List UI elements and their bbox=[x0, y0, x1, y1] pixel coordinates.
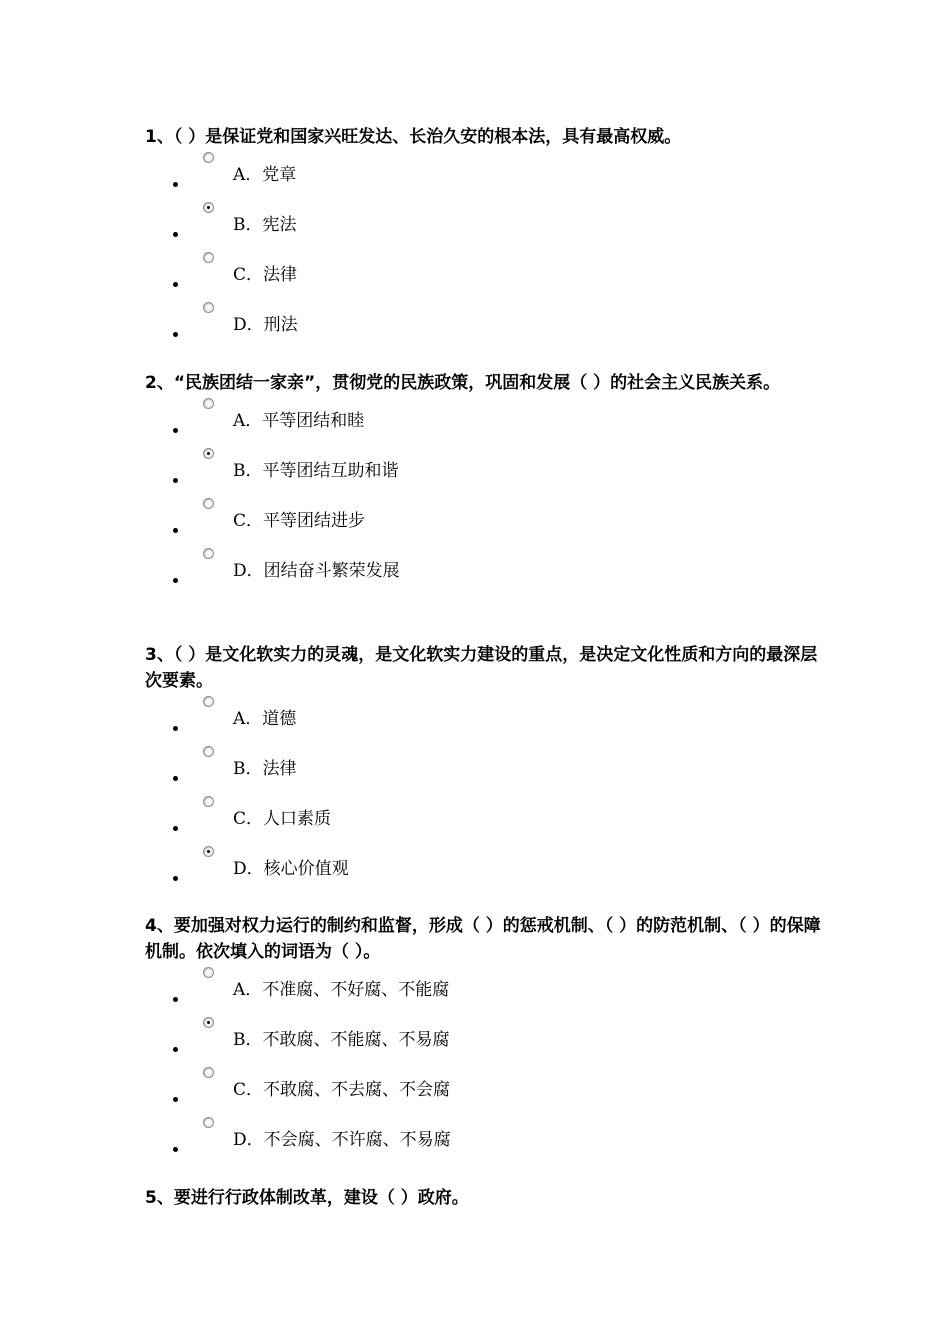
bullet-icon bbox=[173, 1097, 178, 1102]
option-list bbox=[145, 694, 825, 894]
option-2c[interactable] bbox=[145, 496, 825, 546]
bullet-icon bbox=[173, 997, 178, 1002]
question-stem: （ ）是文化软实力的灵魂，是文化软实力建设的重点，是决定文化性质和方向的最深层次要素。 bbox=[145, 645, 818, 691]
question-2 bbox=[145, 370, 825, 596]
question-number: 5、 bbox=[145, 1188, 174, 1208]
bullet-icon bbox=[173, 1147, 178, 1152]
option-4c[interactable] bbox=[145, 1065, 825, 1115]
option-label: C．法律 bbox=[233, 265, 298, 285]
question-stem: 要加强对权力运行的制约和监督，形成（ ）的惩戒机制、（ ）的防范机制、（ ）的保障机制。依次填入的词语为（ ）。 bbox=[145, 916, 821, 962]
question-4 bbox=[145, 913, 825, 1165]
option-1a[interactable] bbox=[145, 150, 825, 200]
option-label: A．不准腐、不好腐、不能腐 bbox=[233, 980, 450, 1000]
option-label: C．人口素质 bbox=[233, 809, 332, 829]
bullet-icon bbox=[173, 826, 178, 831]
option-label: B．宪法 bbox=[233, 215, 297, 235]
option-label: A．道德 bbox=[233, 709, 297, 729]
option-label: D．不会腐、不许腐、不易腐 bbox=[233, 1130, 451, 1150]
bullet-icon bbox=[173, 282, 178, 287]
question-5 bbox=[145, 1185, 825, 1211]
question-text bbox=[145, 370, 825, 396]
option-list bbox=[145, 396, 825, 596]
radio-button-selected[interactable] bbox=[203, 202, 214, 213]
radio-button[interactable] bbox=[203, 498, 214, 509]
option-4b[interactable] bbox=[145, 1015, 825, 1065]
bullet-icon bbox=[173, 478, 178, 483]
bullet-icon bbox=[173, 726, 178, 731]
question-text bbox=[145, 1185, 825, 1211]
radio-button[interactable] bbox=[203, 1067, 214, 1078]
radio-button[interactable] bbox=[203, 696, 214, 707]
bullet-icon bbox=[173, 332, 178, 337]
radio-button[interactable] bbox=[203, 746, 214, 757]
radio-button[interactable] bbox=[203, 1117, 214, 1128]
radio-button[interactable] bbox=[203, 302, 214, 313]
radio-button[interactable] bbox=[203, 548, 214, 559]
option-1d[interactable] bbox=[145, 300, 825, 350]
option-4a[interactable] bbox=[145, 965, 825, 1015]
option-label: D．刑法 bbox=[233, 315, 298, 335]
option-2d[interactable] bbox=[145, 546, 825, 596]
option-label: A．党章 bbox=[233, 165, 297, 185]
radio-button[interactable] bbox=[203, 398, 214, 409]
bullet-icon bbox=[173, 776, 178, 781]
question-stem: 要进行行政体制改革，建设（ ）政府。 bbox=[173, 1188, 469, 1208]
bullet-icon bbox=[173, 578, 178, 583]
bullet-icon bbox=[173, 182, 178, 187]
question-text bbox=[145, 124, 825, 150]
option-label: C．平等团结进步 bbox=[233, 511, 366, 531]
option-label: B．平等团结互助和谐 bbox=[233, 461, 399, 481]
radio-button-selected[interactable] bbox=[203, 448, 214, 459]
bullet-icon bbox=[173, 528, 178, 533]
radio-button[interactable] bbox=[203, 252, 214, 263]
question-number: 4、 bbox=[145, 916, 174, 936]
option-3b[interactable] bbox=[145, 744, 825, 794]
bullet-icon bbox=[173, 428, 178, 433]
option-label: A．平等团结和睦 bbox=[233, 411, 365, 431]
radio-button-selected[interactable] bbox=[203, 1017, 214, 1028]
option-3d[interactable] bbox=[145, 844, 825, 894]
option-3c[interactable] bbox=[145, 794, 825, 844]
question-stem: “民族团结一家亲”，贯彻党的民族政策，巩固和发展（ ）的社会主义民族关系。 bbox=[173, 373, 781, 393]
option-list bbox=[145, 965, 825, 1165]
question-text bbox=[145, 913, 825, 965]
option-3a[interactable] bbox=[145, 694, 825, 744]
radio-button[interactable] bbox=[203, 967, 214, 978]
option-label: B．不敢腐、不能腐、不易腐 bbox=[233, 1030, 450, 1050]
question-3 bbox=[145, 642, 825, 894]
question-number: 2、 bbox=[145, 373, 174, 393]
option-label: D．团结奋斗繁荣发展 bbox=[233, 561, 400, 581]
question-1 bbox=[145, 124, 825, 350]
radio-button[interactable] bbox=[203, 152, 214, 163]
option-list bbox=[145, 150, 825, 350]
radio-button[interactable] bbox=[203, 796, 214, 807]
option-label: C．不敢腐、不去腐、不会腐 bbox=[233, 1080, 451, 1100]
option-2b[interactable] bbox=[145, 446, 825, 496]
option-label: B．法律 bbox=[233, 759, 297, 779]
option-4d[interactable] bbox=[145, 1115, 825, 1165]
question-text bbox=[145, 642, 825, 694]
option-label: D．核心价值观 bbox=[233, 859, 349, 879]
question-stem: （ ）是保证党和国家兴旺发达、长治久安的根本法，具有最高权威。 bbox=[173, 127, 682, 147]
question-number: 1、 bbox=[145, 127, 174, 147]
bullet-icon bbox=[173, 232, 178, 237]
bullet-icon bbox=[173, 876, 178, 881]
bullet-icon bbox=[173, 1047, 178, 1052]
option-1b[interactable] bbox=[145, 200, 825, 250]
question-number: 3、 bbox=[145, 645, 174, 665]
option-2a[interactable] bbox=[145, 396, 825, 446]
option-1c[interactable] bbox=[145, 250, 825, 300]
radio-button-selected[interactable] bbox=[203, 846, 214, 857]
